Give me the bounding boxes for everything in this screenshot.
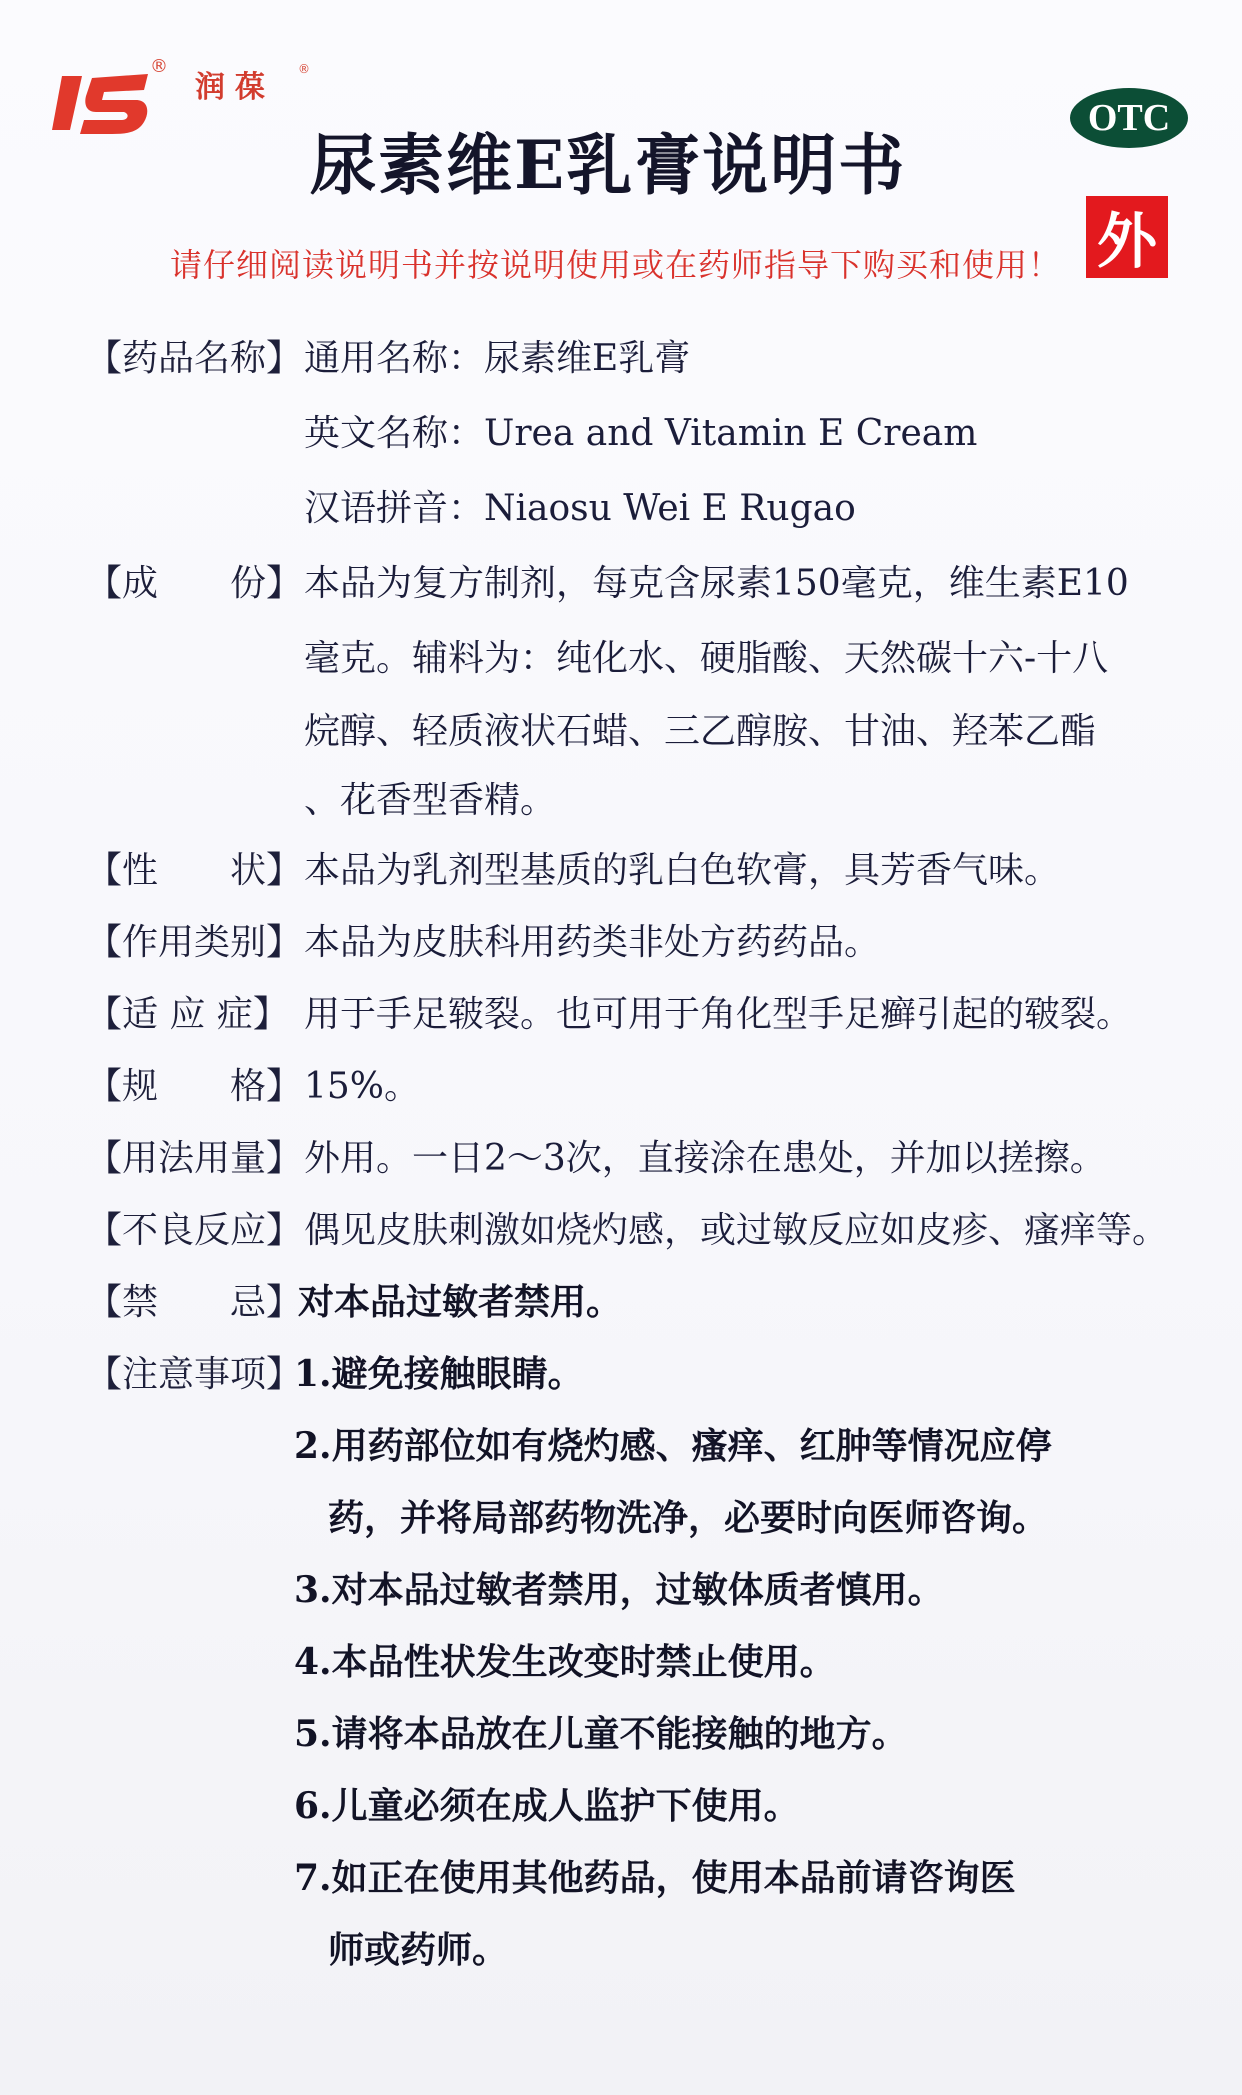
page-title: 尿素维E乳膏说明书 [310,126,907,204]
generic-name: 通用名称：尿素维E乳膏 [304,338,691,379]
contraindications-text: 对本品过敏者禁用。 [298,1281,623,1323]
label-drug-name: 【药品名称】 [86,338,303,379]
label-composition: 【成 份】 [86,563,303,604]
brand-name: 润葆 [195,70,275,105]
label-precautions: 【注意事项】 [86,1354,303,1395]
usage-warning: 请仔细阅读说明书并按说明使用或在药师指导下购买和使用！ [170,246,1062,284]
brand-logo-icon [52,68,152,140]
precaution-item: 7.如正在使用其他药品，使用本品前请咨询医 [294,1857,1016,1899]
label-adverse: 【不良反应】 [86,1210,303,1251]
composition-line: 、花香型香精。 [304,780,557,821]
pinyin-name: 汉语拼音：Niaosu Wei E Rugao [304,488,856,529]
label-specification: 【规 格】 [86,1066,303,1107]
adverse-text: 偶见皮肤刺激如烧灼感，或过敏反应如皮疹、瘙痒等。 [304,1210,1169,1251]
dosage-text: 外用。一日2～3次，直接涂在患处，并加以搓擦。 [304,1138,1106,1179]
precaution-item-continued: 师或药师。 [328,1929,509,1971]
label-dosage: 【用法用量】 [86,1138,303,1179]
label-appearance: 【性 状】 [86,850,303,891]
precaution-item-continued: 药，并将局部药物洗净，必要时向医师咨询。 [328,1497,1049,1539]
precaution-item: 3.对本品过敏者禁用，过敏体质者慎用。 [294,1569,944,1611]
otc-badge: OTC [1070,88,1188,148]
composition-line: 本品为复方制剂，每克含尿素150毫克，维生素E10 [304,563,1129,604]
precaution-item: 5.请将本品放在儿童不能接触的地方。 [294,1713,908,1755]
composition-line: 毫克。辅料为：纯化水、硬脂酸、天然碳十六-十八 [304,638,1109,679]
precaution-item: 4.本品性状发生改变时禁止使用。 [294,1641,836,1683]
composition-line: 烷醇、轻质液状石蜡、三乙醇胺、甘油、羟苯乙酯 [304,711,1097,752]
precaution-item: 1.避免接触眼睛。 [294,1353,584,1395]
external-use-badge: 外 [1086,196,1168,278]
label-contraindications: 【禁 忌】 [86,1282,303,1323]
precaution-item: 2.用药部位如有烧灼感、瘙痒、红肿等情况应停 [294,1425,1052,1467]
label-category: 【作用类别】 [86,922,303,963]
english-name: 英文名称：Urea and Vitamin E Cream [304,413,978,454]
category-text: 本品为皮肤科用药类非处方药药品。 [304,922,881,963]
appearance-text: 本品为乳剂型基质的乳白色软膏，具芳香气味。 [304,850,1061,891]
label-indications: 【适 应 症】 [86,994,289,1035]
indications-text: 用于手足皲裂。也可用于角化型手足癣引起的皲裂。 [304,994,1133,1035]
specification-text: 15%。 [304,1066,421,1107]
registered-mark: ® [150,56,168,77]
trademark-mark: ® [298,62,310,76]
precaution-item: 6.儿童必须在成人监护下使用。 [294,1785,800,1827]
